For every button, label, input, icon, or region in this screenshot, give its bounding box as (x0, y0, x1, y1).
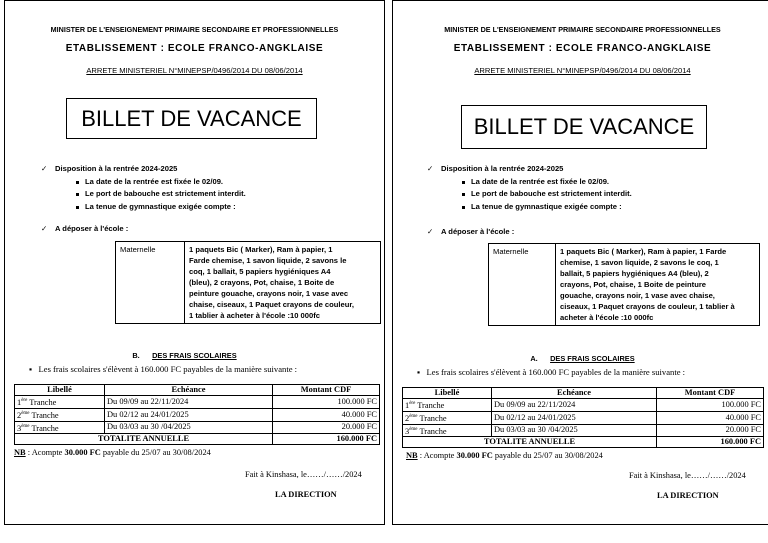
square-bullet-icon (76, 206, 79, 209)
frais-intro: ▪ Les frais scolaires s'élèvent à 160.000 FC payables de la manière suivante : (29, 364, 298, 374)
supplies-row (116, 242, 381, 324)
fees-table (402, 387, 764, 448)
fee-label: 3ème Tranche (403, 424, 492, 437)
check-icon: ✓ (41, 164, 48, 173)
total-value: 160.000 FC (657, 437, 764, 448)
fees-row (15, 421, 380, 434)
fee-amount: 20.000 FC (273, 421, 380, 434)
square-bullet-icon (462, 206, 465, 209)
total-value: 160.000 FC (273, 434, 380, 445)
fee-echeance: Du 03/03 au 30 /04/2025 (105, 421, 273, 434)
billet-left (4, 0, 385, 525)
fee-echeance: Du 09/09 au 22/11/2024 (492, 399, 657, 412)
frais-intro-text: Les frais scolaires s'élèvent à 160.000 FC payables de la manière suivante : (38, 364, 298, 374)
col-libelle: Libellé (403, 388, 492, 399)
billet-right (392, 0, 768, 525)
deposit-section (41, 224, 241, 236)
title-box (461, 105, 707, 149)
fee-label: 2ème Tranche (403, 411, 492, 424)
frais-intro: ▪ Les frais scolaires s'élèvent à 160.000 FC payables de la manière suivante : (417, 367, 686, 377)
deposit-section (427, 227, 627, 239)
fees-row (15, 408, 380, 421)
col-montant: Montant CDF (657, 388, 764, 399)
supplies-line: gouache, crayons noir, 1 vase avec chaise, (560, 291, 715, 300)
frais-title (393, 354, 768, 363)
col-echeance: Echéance (492, 388, 657, 399)
disposition-item: La tenue de gymnastique exigée compte : (85, 202, 236, 211)
deposit-heading: A déposer à l'école : (55, 224, 129, 233)
fee-echeance: Du 09/09 au 22/11/2024 (105, 396, 273, 409)
fee-amount: 100.000 FC (657, 399, 764, 412)
supplies-level: Maternelle (489, 244, 556, 326)
check-icon: ✓ (41, 224, 48, 233)
fait-line: Fait à Kinshasa, le……/……/2024 (629, 471, 746, 480)
arrete-line: ARRETE MINISTERIEL N°MINEPSP/0496/2014 DU 08/06/2014 (86, 66, 303, 75)
disposition-item: La date de la rentrée est fixée le 02/09. (85, 177, 224, 186)
supplies-line: 1 tablier à acheter à l'école :10 000fc (189, 311, 320, 320)
supplies-line: chaise, ciseaux, 1 Paquet crayons de couleur, (189, 300, 355, 309)
fees-total-row (15, 434, 380, 445)
supplies-line: ciseaux, 1 Paquet crayons de couleur, 1 tablier à (560, 302, 735, 311)
frais-title (0, 351, 374, 360)
frais-intro-text: Les frais scolaires s'élèvent à 160.000 FC payables de la manière suivante : (426, 367, 686, 377)
check-icon: ✓ (427, 164, 434, 173)
fee-amount: 40.000 FC (273, 408, 380, 421)
fees-header-row (15, 385, 380, 396)
square-bullet-icon (76, 181, 79, 184)
fee-amount: 20.000 FC (657, 424, 764, 437)
document-title: BILLET DE VACANCE (473, 114, 695, 139)
disposition-heading: Disposition à la rentrée 2024-2025 (441, 164, 564, 173)
nb-note: NB : Acompte 30.000 FC payable du 25/07 au 30/08/2024 (406, 451, 603, 460)
direction-signature: LA DIRECTION (657, 491, 719, 500)
disposition-item: Le port de babouche est strictement interdit. (85, 189, 246, 198)
fee-label: 2ème Tranche (15, 408, 105, 421)
fee-label: 1ère Tranche (15, 396, 105, 409)
check-icon: ✓ (427, 227, 434, 236)
fee-amount: 40.000 FC (657, 411, 764, 424)
supplies-line: peinture gouache, crayons noir, 1 vase avec (189, 289, 349, 298)
supplies-line: 1 paquets Bic ( Marker), Ram à papier, 1 Farde (560, 247, 727, 256)
fees-table (14, 384, 380, 445)
col-montant: Montant CDF (273, 385, 380, 396)
disposition-section (41, 164, 371, 214)
supplies-line: crayons, Pot, chaise, 1 Boite de peinture (560, 280, 707, 289)
title-box (66, 98, 317, 139)
disposition-item: La date de la rentrée est fixée le 02/09. (471, 177, 610, 186)
disposition-heading: Disposition à la rentrée 2024-2025 (55, 164, 178, 173)
ministry-header: MINISTER DE L'ENSEIGNEMENT PRIMAIRE SECONDAIRE ET PROFESSIONNELLES (50, 25, 339, 34)
supplies-table (115, 241, 381, 324)
square-bullet-icon (462, 193, 465, 196)
fees-total-row (403, 437, 764, 448)
supplies-row (489, 244, 760, 326)
supplies-line: (bleu), 2 crayons, Pot, chaise, 1 Boite de (189, 278, 335, 287)
frais-prefix: A. (530, 354, 538, 363)
supplies-list (185, 242, 381, 324)
fees-row (403, 424, 764, 437)
supplies-list (556, 244, 760, 326)
direction-signature: LA DIRECTION (275, 490, 337, 499)
supplies-line: 1 paquets Bic ( Marker), Ram à papier, 1 (189, 245, 333, 254)
fee-echeance: Du 03/03 au 30 /04/2025 (492, 424, 657, 437)
etablissement-header: ETABLISSEMENT : ECOLE FRANCO-ANGKLAISE (65, 43, 324, 54)
total-label: TOTALITE ANNUELLE (15, 434, 273, 445)
frais-prefix: B. (132, 351, 140, 360)
frais-title-text: DES FRAIS SCOLAIRES (152, 351, 237, 360)
supplies-table (488, 243, 760, 326)
supplies-line: Farde chemise, 1 savon liquide, 2 savons le (189, 256, 347, 265)
supplies-line: coq, 1 ballait, 5 papiers hygiéniques A4 (189, 267, 331, 276)
col-echeance: Echéance (105, 385, 273, 396)
deposit-heading: A déposer à l'école : (441, 227, 515, 236)
document-title: BILLET DE VACANCE (81, 105, 302, 131)
supplies-line: ballait, 5 papiers hygiéniques A4 (bleu), 2 (560, 269, 709, 278)
fee-echeance: Du 02/12 au 24/01/2025 (105, 408, 273, 421)
square-bullet-icon (76, 193, 79, 196)
frais-title-text: DES FRAIS SCOLAIRES (550, 354, 635, 363)
etablissement-header: ETABLISSEMENT : ECOLE FRANCO-ANGKLAISE (453, 43, 712, 54)
fee-amount: 100.000 FC (273, 396, 380, 409)
disposition-item: Le port de babouche est strictement interdit. (471, 189, 632, 198)
col-libelle: Libellé (15, 385, 105, 396)
disposition-section (427, 164, 757, 214)
fees-row (403, 399, 764, 412)
total-label: TOTALITE ANNUELLE (403, 437, 657, 448)
square-bullet-icon (462, 181, 465, 184)
supplies-line: chemise, 1 savon liquide, 2 savons le coq, 1 (560, 258, 719, 267)
fee-label: 1ère Tranche (403, 399, 492, 412)
disposition-item: La tenue de gymnastique exigée compte : (471, 202, 622, 211)
fees-row (403, 411, 764, 424)
fee-echeance: Du 02/12 au 24/01/2025 (492, 411, 657, 424)
ministry-header: MINISTER DE L'ENSEIGNEMENT PRIMAIRE SECONDAIRE PROFESSIONNELLES (444, 25, 721, 34)
fees-row (15, 396, 380, 409)
fee-label: 3ème Tranche (15, 421, 105, 434)
supplies-line: acheter à l'école :10 000fc (560, 313, 654, 322)
supplies-level: Maternelle (116, 242, 185, 324)
nb-note: NB : Acompte 30.000 FC payable du 25/07 au 30/08/2024 (14, 448, 211, 457)
fait-line: Fait à Kinshasa, le……/……/2024 (245, 470, 362, 479)
arrete-line: ARRETE MINISTERIEL N°MINEPSP/0496/2014 DU 08/06/2014 (474, 66, 691, 75)
fees-header-row (403, 388, 764, 399)
